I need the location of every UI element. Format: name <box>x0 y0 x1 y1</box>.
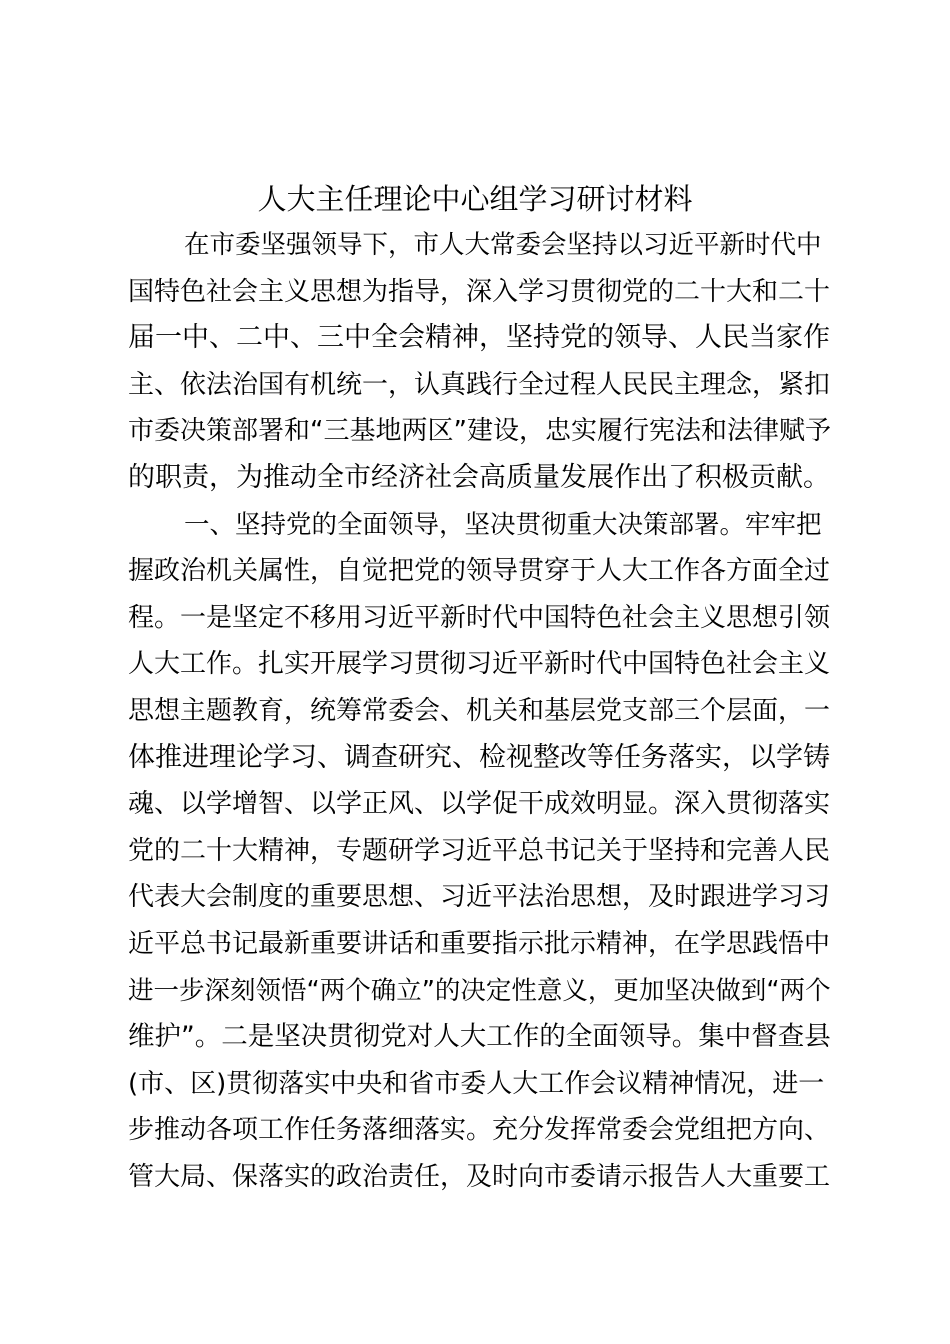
text-line: 管大局、保落实的政治责任，及时向市委请示报告人大重要工 <box>128 1161 831 1192</box>
text-line: 代表大会制度的重要思想、习近平法治思想，及时跟进学习习 <box>128 882 831 913</box>
text-line: 的职责，为推动全市经济社会高质量发展作出了积极贡献。 <box>128 461 830 493</box>
text-line: 体推进理论学习、调查研究、检视整改等任务落实，以学铸 <box>128 741 830 773</box>
text-line: 市委决策部署和“三基地两区”建设，忠实履行宪法和法律赋予 <box>128 416 831 447</box>
document-body <box>128 222 833 1200</box>
text-line: 国特色社会主义思想为指导，深入学习贯彻党的二十大和二十 <box>128 276 831 307</box>
document-title: 人大主任理论中心组学习研讨材料 <box>257 182 693 216</box>
text-line: 党的二十大精神，专题研学习近平总书记关于坚持和完善人民 <box>128 835 831 866</box>
text-line: 近平总书记最新重要讲话和重要指示批示精神，在学思践悟中 <box>128 928 831 959</box>
text-line: 人大工作。扎实开展学习贯彻习近平新时代中国特色社会主义 <box>128 649 831 680</box>
text-line: 步推动各项工作任务落细落实。充分发挥常委会党组把方向、 <box>128 1115 831 1146</box>
text-line: 届一中、二中、三中全会精神，坚持党的领导、人民当家作 <box>128 322 830 354</box>
text-line: 思想主题教育，统筹常委会、机关和基层党支部三个层面，一 <box>128 695 831 726</box>
text-line: 在市委坚强领导下，市人大常委会坚持以习近平新时代中 <box>184 230 822 260</box>
text-line: 主、依法治国有机统一，认真践行全过程人民民主理念，紧扣 <box>128 369 831 400</box>
text-line: 进一步深刻领悟“两个确立”的决定性意义，更加坚决做到“两个 <box>128 975 831 1006</box>
text-line: 魂、以学增智、以学正风、以学促干成效明显。深入贯彻落实 <box>128 789 831 820</box>
text-line: 程。一是坚定不移用习近平新时代中国特色社会主义思想引领 <box>128 602 831 633</box>
text-line: 握政治机关属性，自觉把党的领导贯穿于人大工作各方面全过 <box>128 556 831 587</box>
text-line: (市、区)贯彻落实中央和省市委人大工作会议精神情况，进一 <box>128 1068 825 1099</box>
text-line: 一、坚持党的全面领导，坚决贯彻重大决策部署。牢牢把 <box>184 509 822 540</box>
text-line: 维护”。二是坚决贯彻党对人大工作的全面领导。集中督查县 <box>128 1021 831 1053</box>
